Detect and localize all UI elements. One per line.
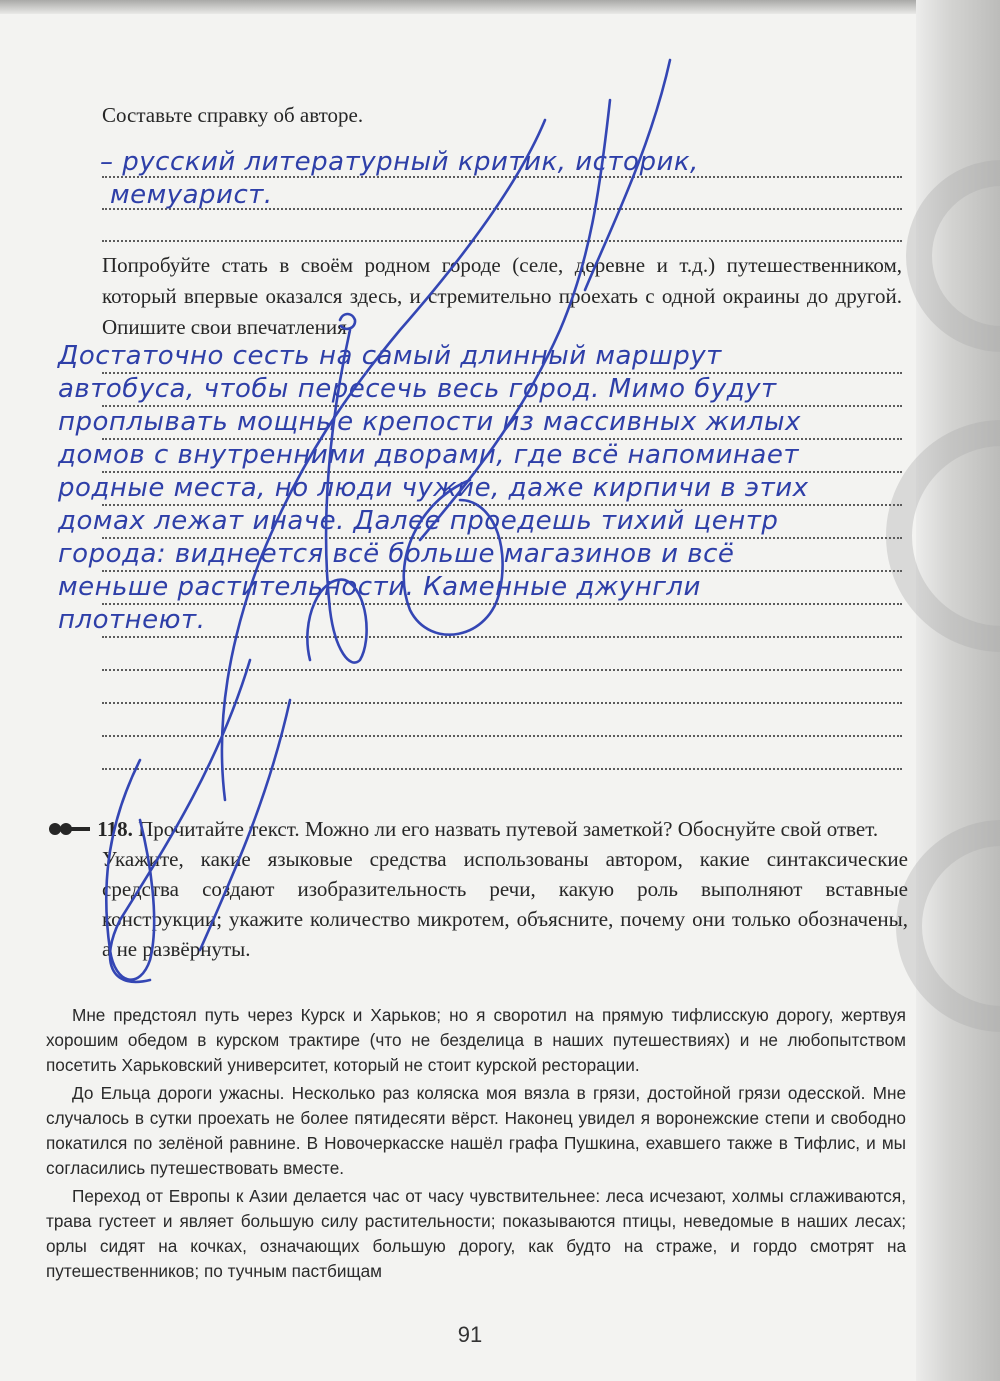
handwritten-line: родные места, но люди чужие, даже кирпичи в этих [58, 473, 809, 503]
author-handwritten-answer [100, 146, 930, 212]
answer-line [102, 768, 902, 770]
task-instructions: Укажите, какие языковые средства использованы автором, какие синтаксические средства создают изобразительность речи, какую роль выполняют вставные конструкции; укажите количество микротем, объясните, почему они только обозначены, а не развёрнуты. [102, 847, 908, 961]
handwritten-line: плотнеют. [58, 605, 206, 635]
impressions-handwritten-answer [58, 340, 888, 637]
task-marker-icon [48, 820, 92, 838]
answer-line [102, 669, 902, 671]
reading-paragraph: Переход от Европы к Азии делается час от часу чувствительнее: леса исчезают, холмы сглаживаются, трава густеет и являет большую силу растительности; показываются птицы, неведомые в наших лесах; орлы сидят на кочках, означающих большую дорогу, как будто на страже, и гордо смотрят на путешественников; по тучным пастбищам [46, 1186, 906, 1281]
reading-paragraph: Мне предстоял путь через Курск и Харьков; но я своротил на прямую тифлисскую дорогу, жертвуя хорошим обедом в курском трактире (что не безделица в наших путешествиях) и не любопытством посетить Харьковский университет, который не стоит курской ресторации. [46, 1005, 906, 1075]
answer-line [102, 702, 902, 704]
handwritten-line: меньше растительности. Каменные джунгли [58, 572, 701, 602]
task-118 [48, 814, 908, 964]
reading-text [46, 1003, 906, 1287]
handwritten-line: автобуса, чтобы пересечь весь город. Мимо будут [58, 374, 777, 404]
decorative-ring [886, 420, 1000, 652]
handwritten-line: города: виднеется всё больше магазинов и всё [58, 539, 735, 569]
reading-paragraph: До Ельца дороги ужасны. Несколько раз коляска моя вязла в грязи, достойной грязи одесской. Мне случалось в сутки проехать не более пятидесяти вёрст. Наконец увидел я воронежские степи и свободно покатился по зелёной равнине. В Новочеркасске нашёл графа Пушкина, ехавшего также в Тифлис, и мы согласились путешествовать вместе. [46, 1083, 906, 1178]
author-reference-prompt: Составьте справку об авторе. [102, 103, 364, 127]
handwritten-line: – русский литературный критик, историк, [100, 147, 699, 177]
task-number: 118. [97, 817, 133, 841]
page-top-shadow [0, 0, 1000, 14]
handwritten-line: проплывать мощные крепости из массивных жилых [58, 407, 801, 437]
answer-line [102, 735, 902, 737]
handwritten-line: Достаточно сесть на самый длинный маршрут [58, 341, 722, 371]
travel-impressions-prompt: Попробуйте стать в своём родном городе (селе, деревне и т.д.) путешественником, который впервые оказался здесь, и стремительно проехать с одной окраины до другой. Опишите свои впечатления. [102, 253, 902, 339]
handwritten-line: домах лежат иначе. Далее проедешь тихий центр [58, 506, 779, 536]
decorative-ring [896, 820, 1000, 1032]
handwritten-line: домов с внутренними дворами, где всё напоминает [58, 440, 799, 470]
task-question: Прочитайте текст. Можно ли его назвать путевой заметкой? Обоснуйте свой ответ. [138, 817, 879, 841]
answer-line [102, 240, 902, 242]
page-number: 91 [457, 1322, 483, 1347]
handwritten-line: мемуарист. [110, 180, 273, 210]
